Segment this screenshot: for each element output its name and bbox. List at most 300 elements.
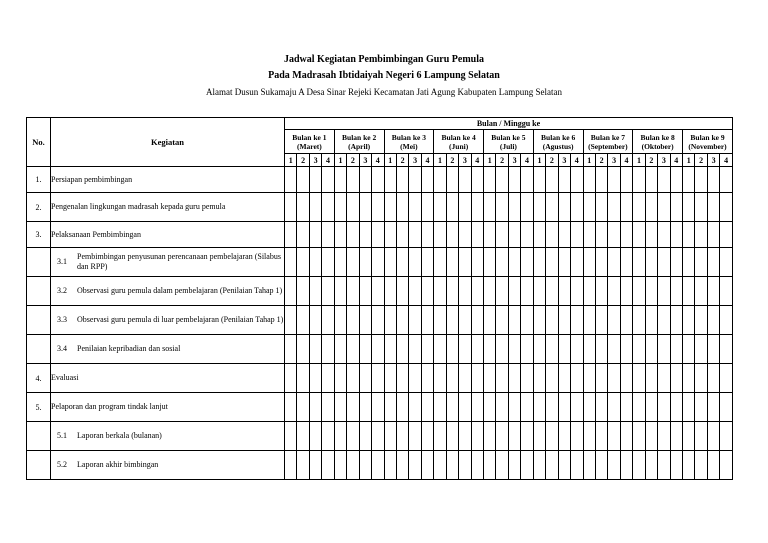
- schedule-cell: [359, 193, 371, 222]
- schedule-cell: [322, 422, 334, 451]
- month-name: (Juni): [449, 141, 469, 151]
- month-label: Bulan ke 8: [640, 132, 675, 142]
- schedule-cell: [459, 364, 471, 393]
- schedule-cell: [683, 393, 695, 422]
- week-header: 2: [645, 154, 657, 167]
- schedule-cell: [683, 248, 695, 277]
- schedule-cell: [347, 167, 359, 193]
- schedule-cell: [446, 222, 458, 248]
- schedule-cell: [396, 248, 408, 277]
- row-number: [27, 335, 51, 364]
- schedule-cell: [309, 248, 321, 277]
- schedule-cell: [297, 393, 309, 422]
- schedule-cell: [285, 248, 297, 277]
- schedule-cell: [334, 335, 346, 364]
- row-number: 2.: [27, 193, 51, 222]
- schedule-cell: [595, 335, 607, 364]
- schedule-cell: [508, 422, 520, 451]
- schedule-cell: [608, 335, 620, 364]
- schedule-cell: [608, 167, 620, 193]
- schedule-cell: [558, 422, 570, 451]
- schedule-cell: [658, 193, 670, 222]
- schedule-cell: [334, 222, 346, 248]
- schedule-cell: [496, 167, 508, 193]
- schedule-cell: [658, 277, 670, 306]
- schedule-cell: [484, 335, 496, 364]
- schedule-cell: [359, 306, 371, 335]
- schedule-cell: [720, 193, 733, 222]
- schedule-cell: [409, 306, 421, 335]
- schedule-cell: [285, 393, 297, 422]
- schedule-cell: [446, 277, 458, 306]
- month-name: (September): [588, 141, 628, 151]
- schedule-cell: [546, 306, 558, 335]
- schedule-cell: [645, 277, 657, 306]
- schedule-cell: [322, 306, 334, 335]
- schedule-cell: [558, 364, 570, 393]
- schedule-cell: [347, 248, 359, 277]
- row-number: 1.: [27, 167, 51, 193]
- schedule-cell: [670, 422, 682, 451]
- schedule-cell: [459, 422, 471, 451]
- schedule-cell: [421, 364, 433, 393]
- schedule-cell: [645, 364, 657, 393]
- schedule-cell: [571, 393, 583, 422]
- schedule-cell: [446, 306, 458, 335]
- schedule-cell: [384, 422, 396, 451]
- schedule-cell: [471, 277, 483, 306]
- schedule-cell: [459, 335, 471, 364]
- schedule-cell: [595, 451, 607, 480]
- schedule-cell: [658, 422, 670, 451]
- schedule-cell: [309, 277, 321, 306]
- schedule-cell: [285, 364, 297, 393]
- schedule-cell: [720, 277, 733, 306]
- schedule-cell: [484, 193, 496, 222]
- week-header: 2: [695, 154, 707, 167]
- schedule-cell: [409, 335, 421, 364]
- activity-cell: [51, 393, 285, 422]
- schedule-cell: [347, 422, 359, 451]
- table-row: [27, 167, 733, 193]
- schedule-cell: [471, 222, 483, 248]
- schedule-cell: [633, 248, 645, 277]
- schedule-cell: [322, 248, 334, 277]
- schedule-cell: [372, 167, 384, 193]
- schedule-cell: [707, 277, 719, 306]
- schedule-cell: [322, 451, 334, 480]
- schedule-cell: [683, 306, 695, 335]
- table-row: [27, 193, 733, 222]
- schedule-cell: [446, 422, 458, 451]
- schedule-cell: [484, 451, 496, 480]
- schedule-cell: [359, 422, 371, 451]
- month-label: Bulan ke 7: [590, 132, 625, 142]
- schedule-cell: [508, 167, 520, 193]
- schedule-table: [26, 117, 733, 480]
- schedule-cell: [633, 167, 645, 193]
- schedule-cell: [645, 393, 657, 422]
- schedule-cell: [372, 364, 384, 393]
- activity-cell: [51, 193, 285, 222]
- schedule-cell: [620, 306, 632, 335]
- schedule-cell: [471, 248, 483, 277]
- schedule-cell: [546, 277, 558, 306]
- schedule-cell: [620, 335, 632, 364]
- schedule-cell: [608, 422, 620, 451]
- schedule-cell: [409, 222, 421, 248]
- schedule-cell: [322, 167, 334, 193]
- schedule-cell: [421, 277, 433, 306]
- schedule-cell: [421, 306, 433, 335]
- schedule-cell: [297, 193, 309, 222]
- schedule-cell: [384, 193, 396, 222]
- schedule-cell: [471, 306, 483, 335]
- schedule-cell: [396, 393, 408, 422]
- activity-cell: [51, 277, 285, 306]
- schedule-cell: [645, 222, 657, 248]
- schedule-cell: [347, 306, 359, 335]
- schedule-cell: [372, 422, 384, 451]
- table-row: [27, 306, 733, 335]
- activity-cell: [51, 451, 285, 480]
- schedule-cell: [496, 222, 508, 248]
- schedule-cell: [583, 451, 595, 480]
- schedule-cell: [334, 193, 346, 222]
- schedule-cell: [720, 451, 733, 480]
- schedule-cell: [558, 277, 570, 306]
- schedule-cell: [471, 364, 483, 393]
- week-header: 1: [285, 154, 297, 167]
- week-header: 4: [670, 154, 682, 167]
- schedule-cell: [670, 222, 682, 248]
- schedule-cell: [707, 306, 719, 335]
- schedule-cell: [372, 222, 384, 248]
- schedule-cell: [459, 451, 471, 480]
- schedule-cell: [285, 222, 297, 248]
- schedule-cell: [434, 335, 446, 364]
- schedule-cell: [297, 248, 309, 277]
- schedule-cell: [359, 222, 371, 248]
- schedule-cell: [285, 193, 297, 222]
- week-header: 4: [322, 154, 334, 167]
- week-header: 3: [409, 154, 421, 167]
- schedule-cell: [558, 193, 570, 222]
- schedule-cell: [347, 393, 359, 422]
- schedule-cell: [608, 193, 620, 222]
- week-header: 3: [459, 154, 471, 167]
- schedule-cell: [421, 393, 433, 422]
- schedule-cell: [484, 248, 496, 277]
- schedule-cell: [695, 193, 707, 222]
- schedule-cell: [297, 167, 309, 193]
- schedule-cell: [322, 193, 334, 222]
- week-header: 2: [297, 154, 309, 167]
- schedule-cell: [334, 248, 346, 277]
- schedule-cell: [471, 167, 483, 193]
- row-number: [27, 306, 51, 335]
- sub-number: 5.1: [57, 431, 67, 440]
- schedule-cell: [695, 422, 707, 451]
- schedule-cell: [297, 451, 309, 480]
- month-name: (Oktober): [641, 141, 674, 151]
- schedule-cell: [645, 306, 657, 335]
- schedule-cell: [533, 422, 545, 451]
- activity-text: Pembimbingan penyusunan perencanaan pembelajaran (Silabus dan RPP): [77, 252, 281, 271]
- schedule-cell: [434, 451, 446, 480]
- schedule-cell: [670, 364, 682, 393]
- schedule-cell: [608, 451, 620, 480]
- schedule-cell: [322, 277, 334, 306]
- schedule-cell: [658, 306, 670, 335]
- month-name: (April): [348, 141, 371, 151]
- schedule-cell: [384, 248, 396, 277]
- schedule-cell: [683, 364, 695, 393]
- schedule-cell: [372, 306, 384, 335]
- week-header: 3: [658, 154, 670, 167]
- schedule-cell: [446, 393, 458, 422]
- schedule-cell: [409, 193, 421, 222]
- activity-text: Observasi guru pemula dalam pembelajaran (Penilaian Tahap 1): [77, 286, 283, 295]
- sub-number: 3.4: [57, 344, 67, 353]
- schedule-cell: [533, 393, 545, 422]
- schedule-cell: [595, 277, 607, 306]
- schedule-cell: [683, 222, 695, 248]
- month-label: Bulan ke 9: [690, 132, 725, 142]
- schedule-cell: [707, 335, 719, 364]
- schedule-cell: [683, 277, 695, 306]
- week-header: 1: [484, 154, 496, 167]
- schedule-cell: [372, 451, 384, 480]
- schedule-cell: [434, 193, 446, 222]
- schedule-cell: [372, 248, 384, 277]
- schedule-cell: [396, 277, 408, 306]
- schedule-cell: [434, 422, 446, 451]
- schedule-cell: [421, 422, 433, 451]
- schedule-cell: [421, 222, 433, 248]
- schedule-cell: [334, 422, 346, 451]
- schedule-cell: [309, 193, 321, 222]
- schedule-cell: [720, 364, 733, 393]
- month-name: (Juli): [499, 141, 517, 151]
- schedule-cell: [683, 422, 695, 451]
- table-row: [27, 451, 733, 480]
- schedule-cell: [633, 193, 645, 222]
- schedule-cell: [583, 422, 595, 451]
- schedule-cell: [396, 222, 408, 248]
- schedule-cell: [558, 451, 570, 480]
- week-header: 2: [446, 154, 458, 167]
- table-row: [27, 422, 733, 451]
- schedule-cell: [546, 248, 558, 277]
- schedule-cell: [683, 167, 695, 193]
- week-header: 1: [434, 154, 446, 167]
- schedule-cell: [297, 222, 309, 248]
- schedule-cell: [707, 364, 719, 393]
- schedule-cell: [633, 393, 645, 422]
- schedule-cell: [720, 393, 733, 422]
- schedule-cell: [309, 222, 321, 248]
- schedule-cell: [620, 451, 632, 480]
- schedule-cell: [347, 335, 359, 364]
- week-header: 2: [347, 154, 359, 167]
- row-number: 3.: [27, 222, 51, 248]
- schedule-cell: [571, 248, 583, 277]
- schedule-cell: [446, 364, 458, 393]
- schedule-cell: [285, 335, 297, 364]
- month-header: [633, 130, 683, 154]
- schedule-cell: [459, 193, 471, 222]
- schedule-cell: [359, 451, 371, 480]
- activity-cell: [51, 364, 285, 393]
- schedule-cell: [533, 451, 545, 480]
- table-row: [27, 222, 733, 248]
- schedule-cell: [409, 277, 421, 306]
- sub-number: 3.2: [57, 286, 67, 295]
- week-header: 1: [583, 154, 595, 167]
- schedule-cell: [309, 364, 321, 393]
- schedule-cell: [347, 222, 359, 248]
- schedule-cell: [707, 248, 719, 277]
- schedule-cell: [484, 277, 496, 306]
- month-label: Bulan ke 6: [541, 132, 576, 142]
- schedule-cell: [521, 248, 533, 277]
- schedule-cell: [533, 193, 545, 222]
- schedule-cell: [608, 248, 620, 277]
- row-number: 5.: [27, 393, 51, 422]
- schedule-cell: [521, 277, 533, 306]
- row-number: [27, 248, 51, 277]
- schedule-cell: [521, 335, 533, 364]
- schedule-cell: [633, 277, 645, 306]
- schedule-cell: [595, 393, 607, 422]
- schedule-cell: [521, 451, 533, 480]
- schedule-cell: [496, 306, 508, 335]
- row-number: [27, 422, 51, 451]
- schedule-cell: [583, 167, 595, 193]
- month-header: [285, 130, 335, 154]
- schedule-cell: [484, 306, 496, 335]
- schedule-cell: [347, 451, 359, 480]
- schedule-cell: [720, 167, 733, 193]
- schedule-cell: [658, 222, 670, 248]
- schedule-cell: [384, 451, 396, 480]
- schedule-cell: [558, 167, 570, 193]
- schedule-cell: [546, 451, 558, 480]
- schedule-cell: [707, 222, 719, 248]
- schedule-cell: [645, 248, 657, 277]
- schedule-cell: [546, 364, 558, 393]
- schedule-cell: [608, 306, 620, 335]
- schedule-cell: [347, 193, 359, 222]
- schedule-cell: [508, 277, 520, 306]
- month-header: [533, 130, 583, 154]
- schedule-cell: [521, 167, 533, 193]
- schedule-cell: [695, 364, 707, 393]
- schedule-cell: [409, 393, 421, 422]
- schedule-cell: [608, 364, 620, 393]
- week-header: 4: [620, 154, 632, 167]
- schedule-cell: [421, 167, 433, 193]
- schedule-cell: [434, 393, 446, 422]
- schedule-cell: [583, 393, 595, 422]
- schedule-cell: [633, 451, 645, 480]
- row-number: [27, 277, 51, 306]
- schedule-cell: [533, 277, 545, 306]
- month-label: Bulan ke 5: [491, 132, 526, 142]
- schedule-cell: [645, 193, 657, 222]
- schedule-cell: [297, 422, 309, 451]
- month-header: [583, 130, 633, 154]
- document-subtitle: Pada Madrasah Ibtidaiyah Negeri 6 Lampung Selatan: [268, 70, 500, 81]
- schedule-cell: [583, 306, 595, 335]
- schedule-cell: [546, 193, 558, 222]
- week-header: 1: [683, 154, 695, 167]
- schedule-cell: [645, 335, 657, 364]
- schedule-cell: [633, 306, 645, 335]
- schedule-cell: [484, 167, 496, 193]
- schedule-cell: [322, 364, 334, 393]
- schedule-cell: [297, 364, 309, 393]
- month-header: [484, 130, 534, 154]
- schedule-cell: [446, 451, 458, 480]
- schedule-cell: [670, 393, 682, 422]
- schedule-cell: [396, 167, 408, 193]
- schedule-cell: [620, 222, 632, 248]
- column-header-no: No.: [27, 118, 51, 167]
- schedule-cell: [372, 335, 384, 364]
- schedule-cell: [384, 222, 396, 248]
- schedule-cell: [434, 167, 446, 193]
- schedule-cell: [359, 277, 371, 306]
- schedule-cell: [471, 451, 483, 480]
- schedule-cell: [533, 248, 545, 277]
- schedule-cell: [347, 277, 359, 306]
- schedule-cell: [645, 422, 657, 451]
- table-row: [27, 277, 733, 306]
- schedule-cell: [334, 306, 346, 335]
- schedule-cell: [608, 222, 620, 248]
- week-header: 4: [720, 154, 733, 167]
- schedule-cell: [533, 222, 545, 248]
- schedule-cell: [583, 193, 595, 222]
- month-label: Bulan ke 4: [441, 132, 476, 142]
- schedule-cell: [359, 393, 371, 422]
- row-number: [27, 451, 51, 480]
- schedule-cell: [434, 277, 446, 306]
- schedule-cell: [670, 306, 682, 335]
- schedule-cell: [396, 335, 408, 364]
- schedule-cell: [285, 306, 297, 335]
- schedule-cell: [384, 335, 396, 364]
- activity-cell: [51, 222, 285, 248]
- schedule-cell: [347, 364, 359, 393]
- schedule-cell: [720, 222, 733, 248]
- schedule-cell: [297, 306, 309, 335]
- month-header: [683, 130, 733, 154]
- schedule-cell: [309, 393, 321, 422]
- schedule-cell: [309, 422, 321, 451]
- activity-cell: [51, 167, 285, 193]
- week-header: 2: [546, 154, 558, 167]
- schedule-cell: [396, 422, 408, 451]
- activity-cell: [51, 306, 285, 335]
- schedule-cell: [421, 248, 433, 277]
- schedule-cell: [707, 451, 719, 480]
- week-header: 3: [608, 154, 620, 167]
- schedule-cell: [285, 277, 297, 306]
- activity-text: Persiapan pembimbingan: [51, 174, 133, 184]
